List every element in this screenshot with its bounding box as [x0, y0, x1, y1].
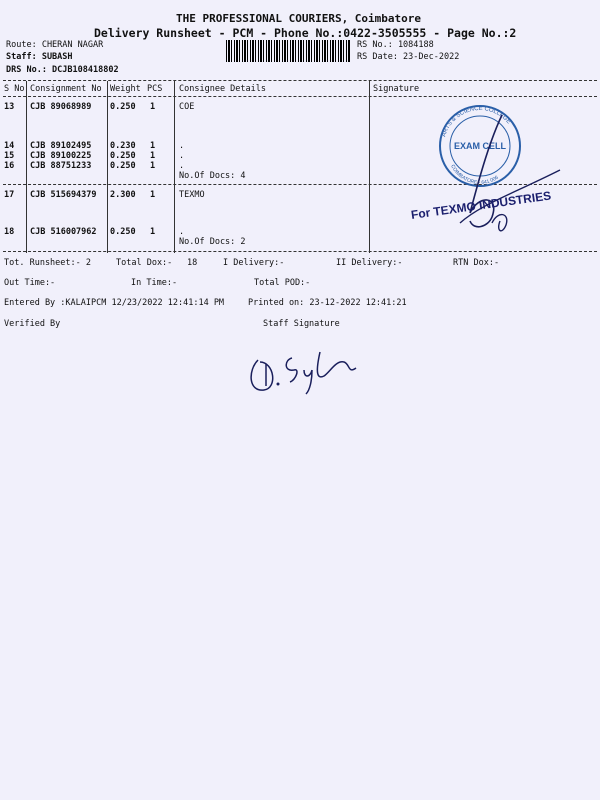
staff-label: Staff: SUBASH: [6, 52, 73, 62]
col-divider: [26, 81, 27, 253]
table-top-rule: [3, 80, 597, 81]
row-details: .: [179, 151, 185, 161]
row-pcs: 1: [150, 227, 156, 237]
staff-signature: [240, 340, 370, 400]
row-details: .: [179, 161, 185, 171]
row-pcs: 1: [150, 151, 156, 161]
col-divider: [369, 81, 370, 253]
row-weight: 0.250: [110, 161, 136, 171]
row-pcs: 1: [150, 102, 156, 112]
row-details: TEXMO: [179, 190, 205, 200]
row-sno: 15: [4, 151, 15, 161]
col-pcs: PCS: [147, 84, 163, 94]
row-sno: 14: [4, 141, 15, 151]
col-signature: Signature: [373, 84, 420, 94]
row-pcs: 1: [150, 141, 156, 151]
row-sno: 16: [4, 161, 15, 171]
in-time: In Time:-: [131, 278, 178, 288]
barcode: [226, 40, 350, 62]
table-bottom-rule: [3, 251, 597, 252]
total-dox-label: Total Dox:-: [116, 258, 173, 268]
texmo-company-stamp: For TEXMO INDUSTRIES: [410, 188, 552, 222]
row-sno: 17: [4, 190, 15, 200]
entered-by: Entered By :KALAIPCM 12/23/2022 12:41:14 PM: [4, 298, 225, 308]
drs-number: DRS No.: DCJB108418802: [6, 65, 119, 75]
col-consignee: Consignee Details: [179, 84, 266, 94]
tot-runsheet: Tot. Runsheet:- 2: [4, 258, 91, 268]
row-weight: 0.250: [110, 227, 136, 237]
row-pcs: 1: [150, 190, 156, 200]
i-delivery: I Delivery:-: [223, 258, 285, 268]
staff-signature-label: Staff Signature: [263, 319, 340, 329]
row-consignment: CJB 89102495: [30, 141, 92, 151]
col-sno: S No: [4, 84, 25, 94]
row-consignment: CJB 89100225: [30, 151, 92, 161]
row-consignment: CJB 88751233: [30, 161, 92, 171]
company-title: THE PROFESSIONAL COURIERS, Coimbatore: [176, 12, 422, 25]
total-dox-value: 18: [187, 258, 198, 268]
seal-inner-text: EXAM CELL: [453, 141, 507, 151]
row-consignment: CJB 516007962: [30, 227, 97, 237]
rs-date: RS Date: 23-Dec-2022: [357, 52, 460, 62]
row-details: .: [179, 141, 185, 151]
seal-outer-text: ARTS & SCIENCE COLLEGE: [441, 105, 512, 138]
out-time: Out Time:-: [4, 278, 56, 288]
row-weight: 0.230: [110, 141, 136, 151]
row-pcs: 1: [150, 161, 156, 171]
docs-count: No.Of Docs: 2: [179, 237, 246, 247]
row-details: .: [179, 227, 185, 237]
total-pod: Total POD:-: [254, 278, 311, 288]
col-divider: [107, 81, 108, 253]
row-sno: 13: [4, 102, 15, 112]
rtn-dox: RTN Dox:-: [453, 258, 500, 268]
row-weight: 2.300: [110, 190, 136, 200]
row-consignment: CJB 89068989: [30, 102, 92, 112]
col-weight: Weight: [110, 84, 141, 94]
rs-number: RS No.: 1084188: [357, 40, 434, 50]
row-consignment: CJB 515694379: [30, 190, 97, 200]
row-weight: 0.250: [110, 151, 136, 161]
runsheet-subtitle: Delivery Runsheet - PCM - Phone No.:0422-3505555 - Page No.:2: [94, 26, 517, 40]
col-divider: [174, 81, 175, 253]
docs-count: No.Of Docs: 4: [179, 171, 246, 181]
row-weight: 0.250: [110, 102, 136, 112]
verified-by: Verified By: [4, 319, 61, 329]
printed-on: Printed on: 23-12-2022 12:41:21: [248, 298, 407, 308]
col-consignment: Consignment No: [30, 84, 102, 94]
ii-delivery: II Delivery:-: [336, 258, 403, 268]
route-label: Route: CHERAN NAGAR: [6, 40, 104, 50]
receiver-signature: [440, 95, 580, 245]
seal-bottom-text: COIMBATORE - 641 006: [449, 163, 500, 187]
row-sno: 18: [4, 227, 15, 237]
row-details: COE: [179, 102, 195, 112]
